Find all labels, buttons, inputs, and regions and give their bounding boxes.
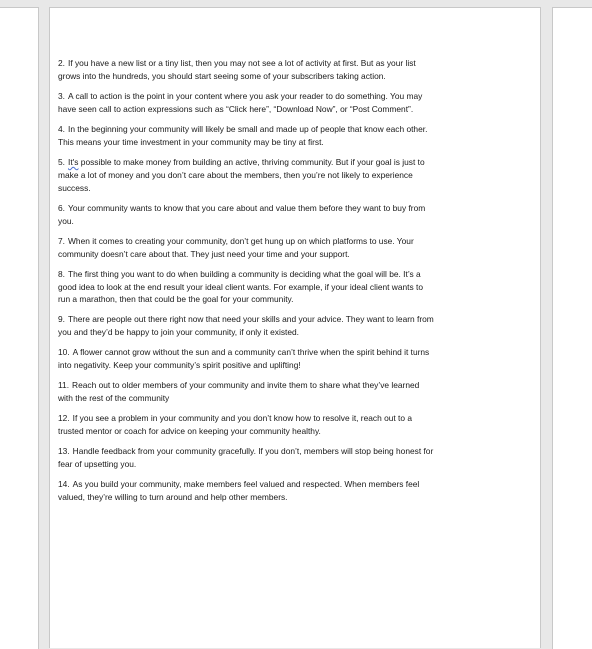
paragraph-text: Handle feedback from your community gracefully. If you don’t, members will stop being honest for fear of upsetting you. — [58, 446, 434, 470]
paragraph-9[interactable] — [58, 313, 436, 339]
paragraph-number: 5. — [58, 156, 65, 167]
spellcheck-flagged-word[interactable]: It's — [68, 156, 79, 167]
paragraph-number: 8. — [58, 268, 65, 279]
paragraph-2[interactable] — [58, 57, 436, 83]
previous-page-edge — [0, 7, 39, 649]
next-page-edge — [552, 7, 592, 649]
paragraph-7[interactable] — [58, 235, 436, 261]
paragraph-text: In the beginning your community will likely be small and made up of people that know each other. This means your time investment in your community may be tiny at first. — [58, 123, 428, 147]
paragraph-text: Reach out to older members of your community and invite them to share what they’ve learned with the rest of the community — [58, 380, 420, 404]
paragraph-text: If you see a problem in your community and you don’t know how to resolve it, reach out to a trusted mentor or coach for advice on keeping your community healthy. — [58, 413, 413, 437]
paragraph-text: If you have a new list or a tiny list, then you may not see a lot of activity at first. But as your list grows into the hundreds, you should start seeing some of your subscribers taking action. — [58, 58, 416, 81]
paragraph-6[interactable] — [58, 202, 436, 228]
paragraph-number: 7. — [58, 235, 65, 246]
paragraph-11[interactable] — [58, 379, 436, 405]
paragraph-number: 12. — [58, 413, 70, 424]
paragraph-5[interactable] — [58, 156, 436, 194]
paragraph-number: 2. — [58, 58, 65, 68]
paragraph-number: 13. — [58, 446, 70, 457]
paragraph-13[interactable] — [58, 445, 436, 471]
document-body[interactable] — [58, 57, 436, 511]
paragraph-8[interactable] — [58, 268, 436, 306]
paragraph-text: There are people out there right now that need your skills and your advice. They want to learn from you and they’d be happy to join your community, if only it existed. — [58, 314, 434, 338]
paragraph-text: As you build your community, make members feel valued and respected. When members feel valued, they’re willing to turn around and help other members. — [58, 479, 420, 503]
paragraph-text: possible to make money from building an active, thriving community. But if your goal is just to make a lot of money and you don’t care about the members, then you’re not likely to experience success. — [58, 156, 425, 193]
paragraph-text: The first thing you want to do when building a community is deciding what the goal will be. It’s a good idea to look at the end result your ideal client wants. For example, if your ideal client wants to run a marathon, then that could be the goal for your community. — [58, 268, 423, 305]
paragraph-14[interactable] — [58, 478, 436, 504]
paragraph-text: A flower cannot grow without the sun and a community can’t thrive when the spirit behind it turns into negativity. Keep your community’s spirit positive and uplifting! — [58, 347, 430, 371]
paragraph-text: When it comes to creating your community, don’t get hung up on which platforms to use. Your community doesn’t care about that. They just need your time and your support. — [58, 235, 414, 259]
paragraph-text: A call to action is the point in your content where you ask your reader to do something. You may have seen call to action expressions such as “Click here”, “Download Now”, or “Post Comment”. — [58, 90, 423, 114]
paragraph-number: 4. — [58, 123, 65, 134]
paragraph-number: 3. — [58, 90, 65, 101]
paragraph-10[interactable] — [58, 346, 436, 372]
paragraph-number: 6. — [58, 202, 65, 213]
paragraph-4[interactable] — [58, 123, 436, 149]
paragraph-number: 11. — [58, 380, 70, 391]
paragraph-text: Your community wants to know that you care about and value them before they want to buy from you. — [58, 202, 426, 226]
paragraph-number: 14. — [58, 479, 70, 490]
paragraph-12[interactable] — [58, 412, 436, 438]
paragraph-3[interactable] — [58, 90, 436, 116]
paragraph-number: 9. — [58, 314, 65, 325]
paragraph-number: 10. — [58, 347, 70, 358]
